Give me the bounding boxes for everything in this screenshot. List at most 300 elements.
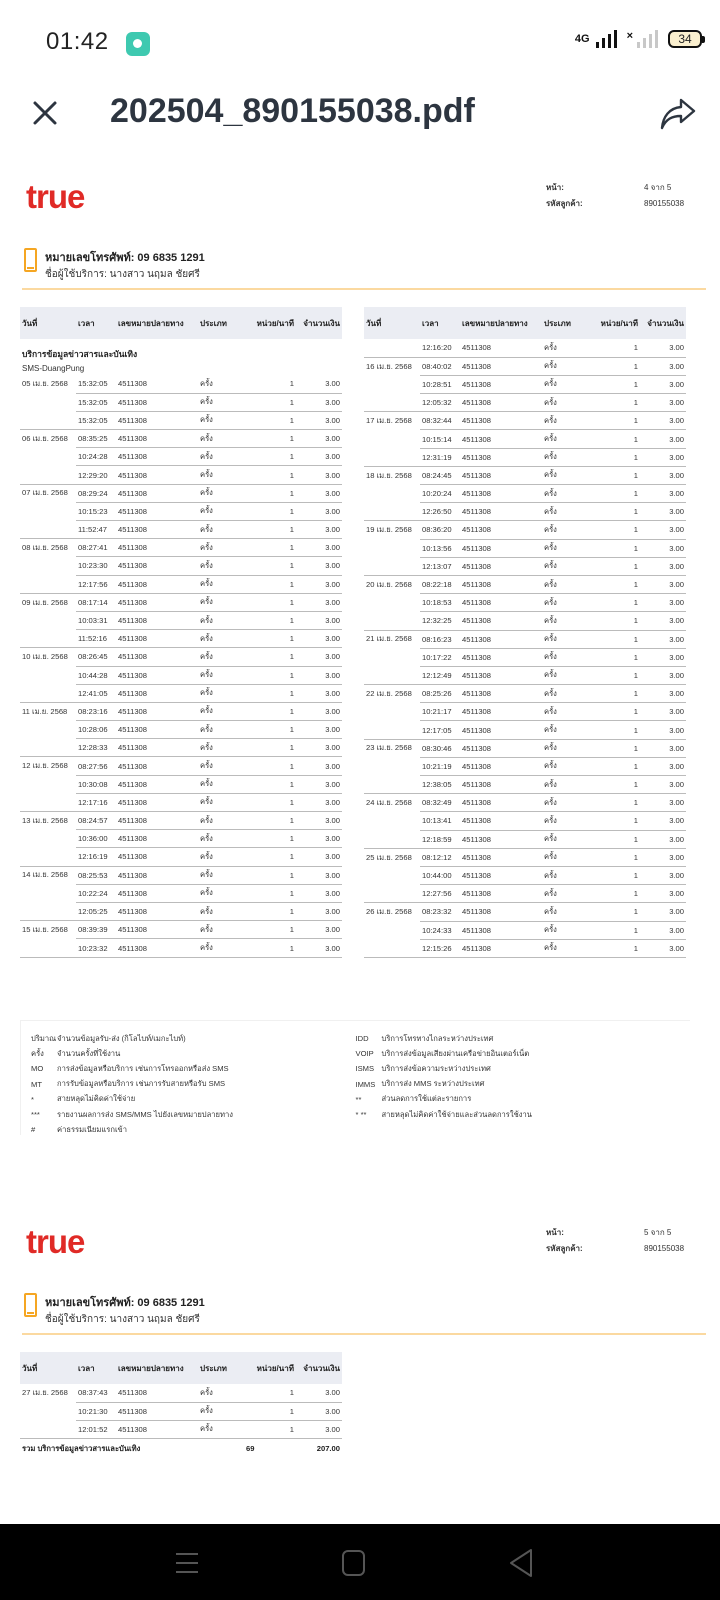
header-col-type: ประเภท <box>198 1352 244 1384</box>
cell-units: 1 <box>244 830 296 848</box>
table-row <box>20 593 342 611</box>
cell-amount: 3.00 <box>640 848 686 866</box>
table-row <box>364 557 686 575</box>
table-row <box>364 721 686 739</box>
cell-type: ครั้ง <box>198 593 244 611</box>
cell-number: 4511308 <box>116 502 198 520</box>
cell-amount: 3.00 <box>296 848 342 866</box>
cell-number: 4511308 <box>116 611 198 629</box>
cell-number: 4511308 <box>460 830 542 848</box>
legend-item <box>31 1107 356 1122</box>
cell-number: 4511308 <box>116 484 198 502</box>
table-row <box>364 466 686 484</box>
table-row <box>20 739 342 757</box>
cell-type: ครั้ง <box>198 430 244 448</box>
table-row <box>20 539 342 557</box>
notification-app-icon <box>126 32 150 56</box>
cell-amount: 3.00 <box>640 485 686 503</box>
cell-type: ครั้ง <box>542 357 588 375</box>
cell-number: 4511308 <box>460 375 542 393</box>
cell-type: ครั้ง <box>198 757 244 775</box>
cell-amount: 3.00 <box>296 884 342 902</box>
cell-amount: 3.00 <box>296 793 342 811</box>
cell-type: ครั้ง <box>542 939 588 957</box>
cell-units: 1 <box>244 884 296 902</box>
legend-item <box>356 1061 681 1076</box>
cell-amount: 3.00 <box>640 412 686 430</box>
cell-date: 16 เม.ย. 2568 <box>366 361 412 371</box>
table-row <box>20 521 342 539</box>
cell-time: 12:16:19 <box>76 848 116 866</box>
cell-type: ครั้ง <box>198 702 244 720</box>
cell-date <box>20 666 76 684</box>
cell-type: ครั้ง <box>198 575 244 593</box>
cell-date <box>20 411 76 429</box>
cell-number: 4511308 <box>116 921 198 939</box>
cell-units: 1 <box>244 921 296 939</box>
cell-units: 1 <box>588 648 640 666</box>
table-row <box>20 557 342 575</box>
cell-date <box>364 375 420 393</box>
cell-amount: 3.00 <box>640 648 686 666</box>
cell-time: 08:27:41 <box>76 539 116 557</box>
cell-type: ครั้ง <box>542 539 588 557</box>
cell-number: 4511308 <box>460 557 542 575</box>
cell-time: 08:32:44 <box>420 412 460 430</box>
cell-amount: 3.00 <box>640 721 686 739</box>
cell-time: 10:17:22 <box>420 648 460 666</box>
cell-time: 08:35:25 <box>76 430 116 448</box>
cell-type: ครั้ง <box>542 885 588 903</box>
header-col-amount: จำนวนเงิน <box>296 1352 342 1384</box>
table-row <box>364 885 686 903</box>
table-row <box>20 684 342 702</box>
cell-time: 12:05:32 <box>420 394 460 412</box>
cell-date <box>20 1402 76 1420</box>
table-row <box>364 430 686 448</box>
header-col-units: หน่วย/นาที <box>244 307 296 339</box>
cell-amount: 3.00 <box>296 721 342 739</box>
cell-date <box>20 830 76 848</box>
table-row <box>364 375 686 393</box>
legend-description: บริการส่ง MMS ระหว่างประเทศ <box>381 1079 485 1089</box>
cell-time: 12:28:33 <box>76 739 116 757</box>
cell-units: 1 <box>588 776 640 794</box>
cell-number: 4511308 <box>460 739 542 757</box>
phone-info <box>24 248 205 282</box>
share-button[interactable] <box>658 94 698 134</box>
cell-date: 13 เม.ย. 2568 <box>22 815 68 825</box>
header-col-units: หน่วย/นาที <box>588 307 640 339</box>
cell-date <box>20 557 76 575</box>
cell-date <box>20 611 76 629</box>
legend-description: สายหลุดไม่คิดค่าใช้จ่ายและส่วนลดการใช้งาน <box>381 1109 532 1119</box>
header-col-destination: เลขหมายปลายทาง <box>116 1352 198 1384</box>
cell-amount: 3.00 <box>640 594 686 612</box>
cell-units: 1 <box>244 793 296 811</box>
cell-time: 12:27:56 <box>420 885 460 903</box>
cell-units: 1 <box>588 757 640 775</box>
cell-date: 17 เม.ย. 2568 <box>366 416 412 426</box>
share-icon <box>659 97 697 131</box>
cell-number: 4511308 <box>460 794 542 812</box>
table-row <box>364 776 686 794</box>
cell-amount: 3.00 <box>296 611 342 629</box>
cell-number: 4511308 <box>460 394 542 412</box>
cell-date <box>364 885 420 903</box>
cell-time: 10:03:31 <box>76 611 116 629</box>
cell-number: 4511308 <box>116 393 198 411</box>
cell-units: 1 <box>244 430 296 448</box>
cell-type: ครั้ง <box>198 411 244 429</box>
table-row <box>364 939 686 957</box>
cell-amount: 3.00 <box>296 393 342 411</box>
cell-date <box>20 521 76 539</box>
cell-units: 1 <box>588 703 640 721</box>
header-col-type: ประเภท <box>198 307 244 339</box>
cell-date <box>364 594 420 612</box>
cell-time: 12:17:56 <box>76 575 116 593</box>
cell-date: 05 เม.ย. 2568 <box>22 379 68 389</box>
cell-units: 1 <box>244 848 296 866</box>
true-logo: true <box>26 1223 85 1260</box>
cell-amount: 3.00 <box>640 394 686 412</box>
cell-date <box>20 630 76 648</box>
cell-date <box>364 812 420 830</box>
cell-time: 10:15:14 <box>420 430 460 448</box>
user-name-line: ชื่อผู้ใช้บริการ: นางสาว นฤมล ชัยศรี <box>45 1314 200 1325</box>
cell-units: 1 <box>244 484 296 502</box>
cell-time: 08:24:45 <box>420 466 460 484</box>
cell-number: 4511308 <box>460 594 542 612</box>
cell-number: 4511308 <box>460 685 542 703</box>
table-row <box>20 775 342 793</box>
cell-number: 4511308 <box>116 448 198 466</box>
cell-time: 10:21:19 <box>420 757 460 775</box>
cell-time: 11:52:47 <box>76 521 116 539</box>
cell-amount: 3.00 <box>296 902 342 920</box>
cell-number: 4511308 <box>460 776 542 794</box>
table-row <box>20 866 342 884</box>
cell-amount: 3.00 <box>640 466 686 484</box>
cell-amount: 3.00 <box>640 430 686 448</box>
total-units: 69 <box>244 1439 296 1459</box>
cell-date: 15 เม.ย. 2568 <box>22 924 68 934</box>
cell-time: 10:44:00 <box>420 866 460 884</box>
cell-number: 4511308 <box>116 521 198 539</box>
cell-date <box>364 921 420 939</box>
cell-date <box>20 466 76 484</box>
table-row <box>20 375 342 393</box>
cell-units: 1 <box>244 757 296 775</box>
cell-units: 1 <box>588 739 640 757</box>
cell-type: ครั้ง <box>198 502 244 520</box>
home-button[interactable] <box>339 1548 369 1578</box>
total-row <box>20 1439 342 1459</box>
cell-time: 12:31:19 <box>420 448 460 466</box>
table-row <box>20 575 342 593</box>
table-row <box>20 812 342 830</box>
table-row <box>20 393 342 411</box>
cell-date <box>20 448 76 466</box>
cell-units: 1 <box>588 903 640 921</box>
cell-type: ครั้ง <box>542 812 588 830</box>
cell-number: 4511308 <box>116 848 198 866</box>
cell-units: 1 <box>588 375 640 393</box>
cell-amount: 3.00 <box>640 575 686 593</box>
cell-number: 4511308 <box>460 430 542 448</box>
cell-number: 4511308 <box>460 339 542 357</box>
cell-units: 1 <box>244 393 296 411</box>
table-row <box>364 412 686 430</box>
cell-date: 22 เม.ย. 2568 <box>366 688 412 698</box>
customer-code-label: รหัสลูกค้า: <box>546 199 583 208</box>
cell-time: 08:23:32 <box>420 903 460 921</box>
cell-time: 08:24:57 <box>76 812 116 830</box>
phone-number-line: หมายเลขโทรศัพท์: 09 6835 1291 <box>45 1297 205 1309</box>
cell-amount: 3.00 <box>296 521 342 539</box>
cell-date <box>20 739 76 757</box>
table-row <box>20 1420 342 1438</box>
legend-item <box>31 1077 356 1092</box>
table-row <box>20 921 342 939</box>
legend-item <box>356 1092 681 1107</box>
table-row <box>20 502 342 520</box>
table-row <box>20 430 342 448</box>
cell-amount: 3.00 <box>296 666 342 684</box>
cell-type: ครั้ง <box>198 1384 244 1402</box>
cell-date <box>20 939 76 958</box>
legend-code: IMMS <box>355 1079 376 1089</box>
cell-units: 1 <box>588 666 640 684</box>
cell-date <box>364 539 420 557</box>
cell-time: 12:41:05 <box>76 684 116 702</box>
legend-code: IDD <box>355 1034 369 1044</box>
cell-number: 4511308 <box>460 412 542 430</box>
cell-amount: 3.00 <box>296 684 342 702</box>
cell-date <box>364 721 420 739</box>
cell-units: 1 <box>588 557 640 575</box>
cell-number: 4511308 <box>116 1420 198 1438</box>
cell-time: 12:18:59 <box>420 830 460 848</box>
table-row <box>364 485 686 503</box>
cell-type: ครั้ง <box>542 594 588 612</box>
cell-units: 1 <box>588 612 640 630</box>
cell-time: 08:30:46 <box>420 739 460 757</box>
cell-amount: 3.00 <box>296 466 342 484</box>
cell-amount: 3.00 <box>640 866 686 884</box>
cell-units: 1 <box>588 685 640 703</box>
cell-units: 1 <box>588 521 640 539</box>
cell-date: 21 เม.ย. 2568 <box>366 634 412 644</box>
cell-time: 10:18:53 <box>420 594 460 612</box>
cell-type: ครั้ง <box>198 448 244 466</box>
cell-units: 1 <box>588 357 640 375</box>
cell-amount: 3.00 <box>296 775 342 793</box>
cell-date <box>364 757 420 775</box>
cell-number: 4511308 <box>116 775 198 793</box>
cell-amount: 3.00 <box>296 575 342 593</box>
cell-number: 4511308 <box>116 866 198 884</box>
cell-amount: 3.00 <box>640 557 686 575</box>
status-time: 01:42 <box>46 28 109 55</box>
cell-date <box>20 848 76 866</box>
cell-type: ครั้ง <box>542 848 588 866</box>
cell-type: ครั้ง <box>198 721 244 739</box>
cell-date: 06 เม.ย. 2568 <box>22 433 68 443</box>
cell-amount: 3.00 <box>640 521 686 539</box>
cell-time: 10:22:24 <box>76 884 116 902</box>
cell-amount: 3.00 <box>640 794 686 812</box>
table-row <box>20 902 342 920</box>
system-nav-bar <box>0 1524 720 1600</box>
cell-type: ครั้ง <box>198 739 244 757</box>
page-meta <box>546 1225 684 1257</box>
cell-number: 4511308 <box>116 721 198 739</box>
cell-amount: 3.00 <box>296 502 342 520</box>
cell-number: 4511308 <box>116 830 198 848</box>
cell-units: 1 <box>244 939 296 958</box>
cell-amount: 3.00 <box>640 503 686 521</box>
table-row <box>364 612 686 630</box>
user-name-line: ชื่อผู้ใช้บริการ: นางสาว นฤมล ชัยศรี <box>45 269 200 280</box>
cell-time: 10:21:17 <box>420 703 460 721</box>
cell-number: 4511308 <box>460 885 542 903</box>
cell-number: 4511308 <box>116 648 198 666</box>
page-meta <box>546 180 684 212</box>
cell-type: ครั้ง <box>198 557 244 575</box>
cell-date <box>364 776 420 794</box>
status-indicators <box>575 30 702 48</box>
cell-type: ครั้ง <box>542 557 588 575</box>
cell-type: ครั้ง <box>542 830 588 848</box>
table-row <box>364 521 686 539</box>
cell-time: 08:22:18 <box>420 575 460 593</box>
cell-number: 4511308 <box>460 721 542 739</box>
cell-time: 10:24:28 <box>76 448 116 466</box>
cell-type: ครั้ง <box>542 466 588 484</box>
table-row <box>20 848 342 866</box>
cell-units: 1 <box>588 430 640 448</box>
cell-amount: 3.00 <box>640 539 686 557</box>
cell-time: 08:39:39 <box>76 921 116 939</box>
mobile-phone-icon <box>24 1293 37 1317</box>
cell-type: ครั้ง <box>542 575 588 593</box>
cell-number: 4511308 <box>460 612 542 630</box>
total-amount: 207.00 <box>296 1439 342 1459</box>
header-col-time: เวลา <box>76 1352 116 1384</box>
cell-units: 1 <box>244 502 296 520</box>
cell-date: 14 เม.ย. 2568 <box>22 870 68 880</box>
table-row <box>364 666 686 684</box>
cell-time: 12:12:49 <box>420 666 460 684</box>
cell-units: 1 <box>244 866 296 884</box>
cell-type: ครั้ง <box>542 503 588 521</box>
table-row <box>364 539 686 557</box>
cell-number: 4511308 <box>460 812 542 830</box>
cell-amount: 3.00 <box>296 921 342 939</box>
cell-time: 10:13:56 <box>420 539 460 557</box>
cell-date: 20 เม.ย. 2568 <box>366 579 412 589</box>
cell-date <box>364 485 420 503</box>
table-row <box>364 848 686 866</box>
cell-units: 1 <box>244 539 296 557</box>
legend-code: VOIP <box>355 1049 374 1059</box>
cell-amount: 3.00 <box>640 739 686 757</box>
cell-time: 08:12:12 <box>420 848 460 866</box>
table-row <box>364 739 686 757</box>
customer-code-value: 890155038 <box>644 199 685 208</box>
back-button[interactable] <box>506 1548 536 1578</box>
cell-units: 1 <box>588 594 640 612</box>
section-title: บริการข้อมูลข่าวสารและบันเทิง <box>22 349 138 359</box>
table-row <box>20 448 342 466</box>
cell-date <box>20 502 76 520</box>
cell-type: ครั้ง <box>542 430 588 448</box>
cell-time: 12:38:05 <box>420 776 460 794</box>
cell-time: 12:26:50 <box>420 503 460 521</box>
cell-amount: 3.00 <box>296 484 342 502</box>
cell-number: 4511308 <box>116 902 198 920</box>
subsection-title: SMS-DuangPung <box>22 363 85 373</box>
cell-type: ครั้ง <box>542 485 588 503</box>
cell-date: 08 เม.ย. 2568 <box>22 543 68 553</box>
cell-type: ครั้ง <box>198 848 244 866</box>
cell-date <box>364 703 420 721</box>
legend-item <box>356 1046 681 1061</box>
legend-item <box>31 1046 356 1061</box>
cell-number: 4511308 <box>460 357 542 375</box>
cell-units: 1 <box>588 412 640 430</box>
legend-code: ปริมาณ <box>31 1033 57 1043</box>
cell-date: 23 เม.ย. 2568 <box>366 743 412 753</box>
cell-units: 1 <box>244 411 296 429</box>
usage-table-right <box>364 307 686 958</box>
cell-time: 11:52:16 <box>76 630 116 648</box>
cell-time: 12:32:25 <box>420 612 460 630</box>
cell-units: 1 <box>588 848 640 866</box>
table-row <box>20 939 342 958</box>
cell-number: 4511308 <box>116 1402 198 1420</box>
cell-number: 4511308 <box>460 485 542 503</box>
cell-units: 1 <box>244 575 296 593</box>
legend-description: บริการส่งข้อความระหว่างประเทศ <box>381 1063 491 1073</box>
cell-type: ครั้ง <box>198 921 244 939</box>
legend-item <box>31 1122 356 1137</box>
cell-units: 1 <box>588 921 640 939</box>
header-col-date: วันที่ <box>20 307 76 339</box>
table-row <box>20 721 342 739</box>
recents-button[interactable] <box>172 1548 202 1578</box>
legend-description: การส่งข้อมูลหรือบริการ เช่นการโทรออกหรือส่ง SMS <box>57 1063 229 1073</box>
cell-time: 08:26:45 <box>76 648 116 666</box>
cell-units: 1 <box>588 866 640 884</box>
close-button[interactable] <box>28 96 62 130</box>
cell-number: 4511308 <box>116 630 198 648</box>
cell-number: 4511308 <box>116 557 198 575</box>
header-col-type: ประเภท <box>542 307 588 339</box>
header-col-destination: เลขหมายปลายทาง <box>460 307 542 339</box>
usage-table-left <box>20 307 342 958</box>
cell-number: 4511308 <box>116 684 198 702</box>
cell-units: 1 <box>244 702 296 720</box>
cell-time: 15:32:05 <box>76 393 116 411</box>
cell-type: ครั้ง <box>198 648 244 666</box>
cell-amount: 3.00 <box>296 539 342 557</box>
table-row <box>20 793 342 811</box>
cell-time: 12:17:05 <box>420 721 460 739</box>
cell-date <box>20 575 76 593</box>
